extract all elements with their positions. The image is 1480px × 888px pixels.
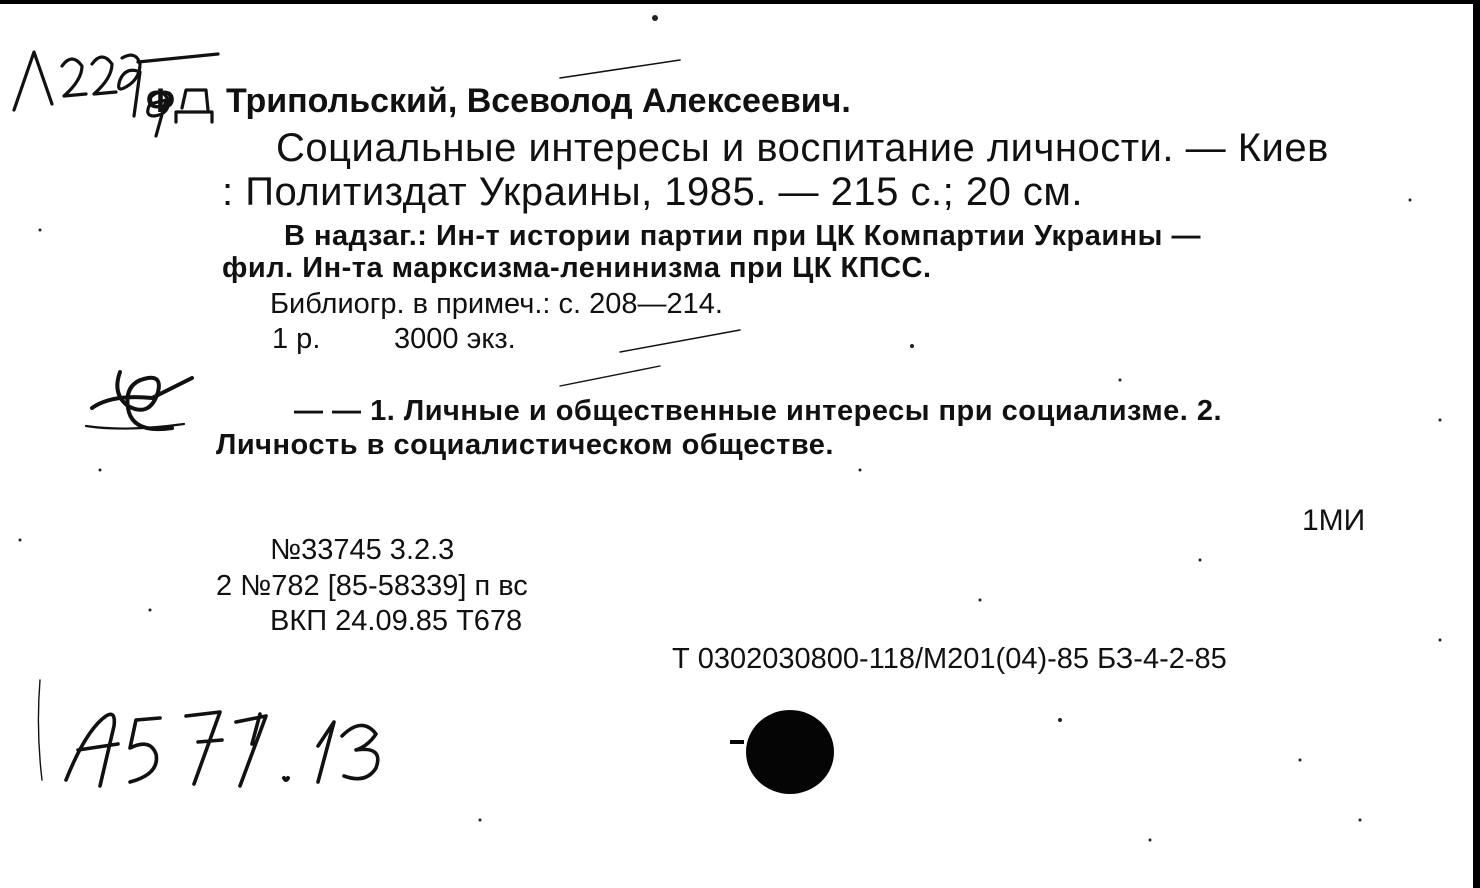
- number-line-1: №33745 3.2.3: [270, 534, 455, 566]
- author-name: Трипольский, Всеволод Алексеевич.: [226, 82, 851, 120]
- title-line-2: : Политиздат Украины, 1985. — 215 с.; 20 см.: [222, 170, 1084, 214]
- note-line-2: фил. Ин-та марксизма-ленинизма при ЦК КПСС.: [222, 252, 932, 284]
- subjects-line-1: — — 1. Личные и общественные интересы при социализме. 2.: [294, 395, 1223, 427]
- bibliography-note: Библиогр. в примеч.: с. 208—214.: [270, 288, 723, 320]
- monogram-mark: [92, 372, 192, 429]
- series-code: 1МИ: [1302, 504, 1366, 537]
- punch-hole-blot: [746, 710, 834, 794]
- note-line-1: В надзаг.: Ин-т истории партии при ЦК Компартии Украины —: [284, 220, 1201, 252]
- copies: 3000 экз.: [394, 323, 516, 355]
- price: 1 р.: [272, 323, 321, 355]
- number-line-2: 2 №782 [85-58339] п вс: [216, 570, 528, 602]
- shelf-mark-bottom-glyph: [66, 714, 118, 786]
- subjects-line-2: Личность в социалистическом обществе.: [216, 429, 834, 461]
- title-line-1: Социальные интересы и воспитание личности. — Киев: [276, 126, 1329, 170]
- author-prefix: Ф: [146, 82, 176, 120]
- index-code: Т 0302030800-118/М201(04)-85 БЗ-4-2-85: [672, 643, 1227, 675]
- number-line-3: ВКП 24.09.85 Т678: [270, 605, 523, 637]
- shelf-mark-top-glyph: [14, 52, 52, 110]
